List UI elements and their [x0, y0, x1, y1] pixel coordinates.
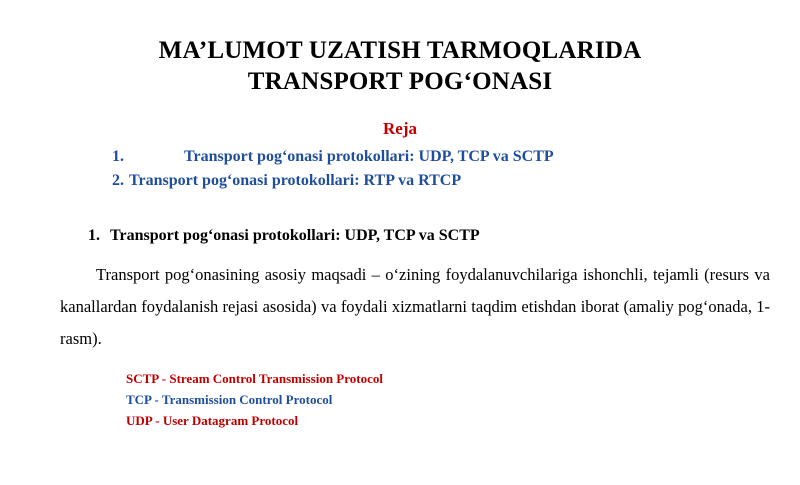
protocol-legend: [0, 368, 800, 432]
slide: [0, 36, 800, 485]
agenda-item-number: 2.: [112, 172, 124, 189]
body-paragraph: Transport pog‘onasining asosiy maqsadi – o‘zining foydalanuvchilariga ishonchli, tejamli (resurs va kanallardan foydalanish rejasi asosida) va foydali xizmatlarni taqdim etishdan iborat (amaliy pog‘onada, 1-rasm).: [60, 265, 770, 349]
slide-title: [0, 36, 800, 97]
section-heading: [0, 227, 800, 245]
agenda-item: [112, 169, 800, 193]
agenda-item-label: Transport pog‘onasi protokollari: UDP, TCP va SCTP: [184, 148, 554, 165]
protocol-udp: UDP - User Datagram Protocol: [126, 413, 299, 429]
agenda-item-number: 1.: [112, 148, 124, 165]
title-line-1: MA’LUMOT UZATISH TARMOQLARIDA: [158, 37, 642, 64]
protocol-sctp: SCTP - Stream Control Transmission Protocol: [126, 370, 383, 386]
protocol-tcp: TCP - Transmission Control Protocol: [126, 391, 333, 407]
agenda-item: [112, 145, 800, 169]
title-line-2: TRANSPORT POG‘ONASI: [247, 67, 553, 95]
agenda-list: [0, 145, 800, 193]
agenda-item-label: Transport pog‘onasi protokollari: RTP va RTCP: [129, 172, 462, 189]
section-heading-number: 1.: [88, 227, 100, 244]
agenda-heading: Reja: [383, 119, 417, 138]
section-heading-label: Transport pog‘onasi protokollari: UDP, TCP va SCTP: [110, 227, 480, 244]
